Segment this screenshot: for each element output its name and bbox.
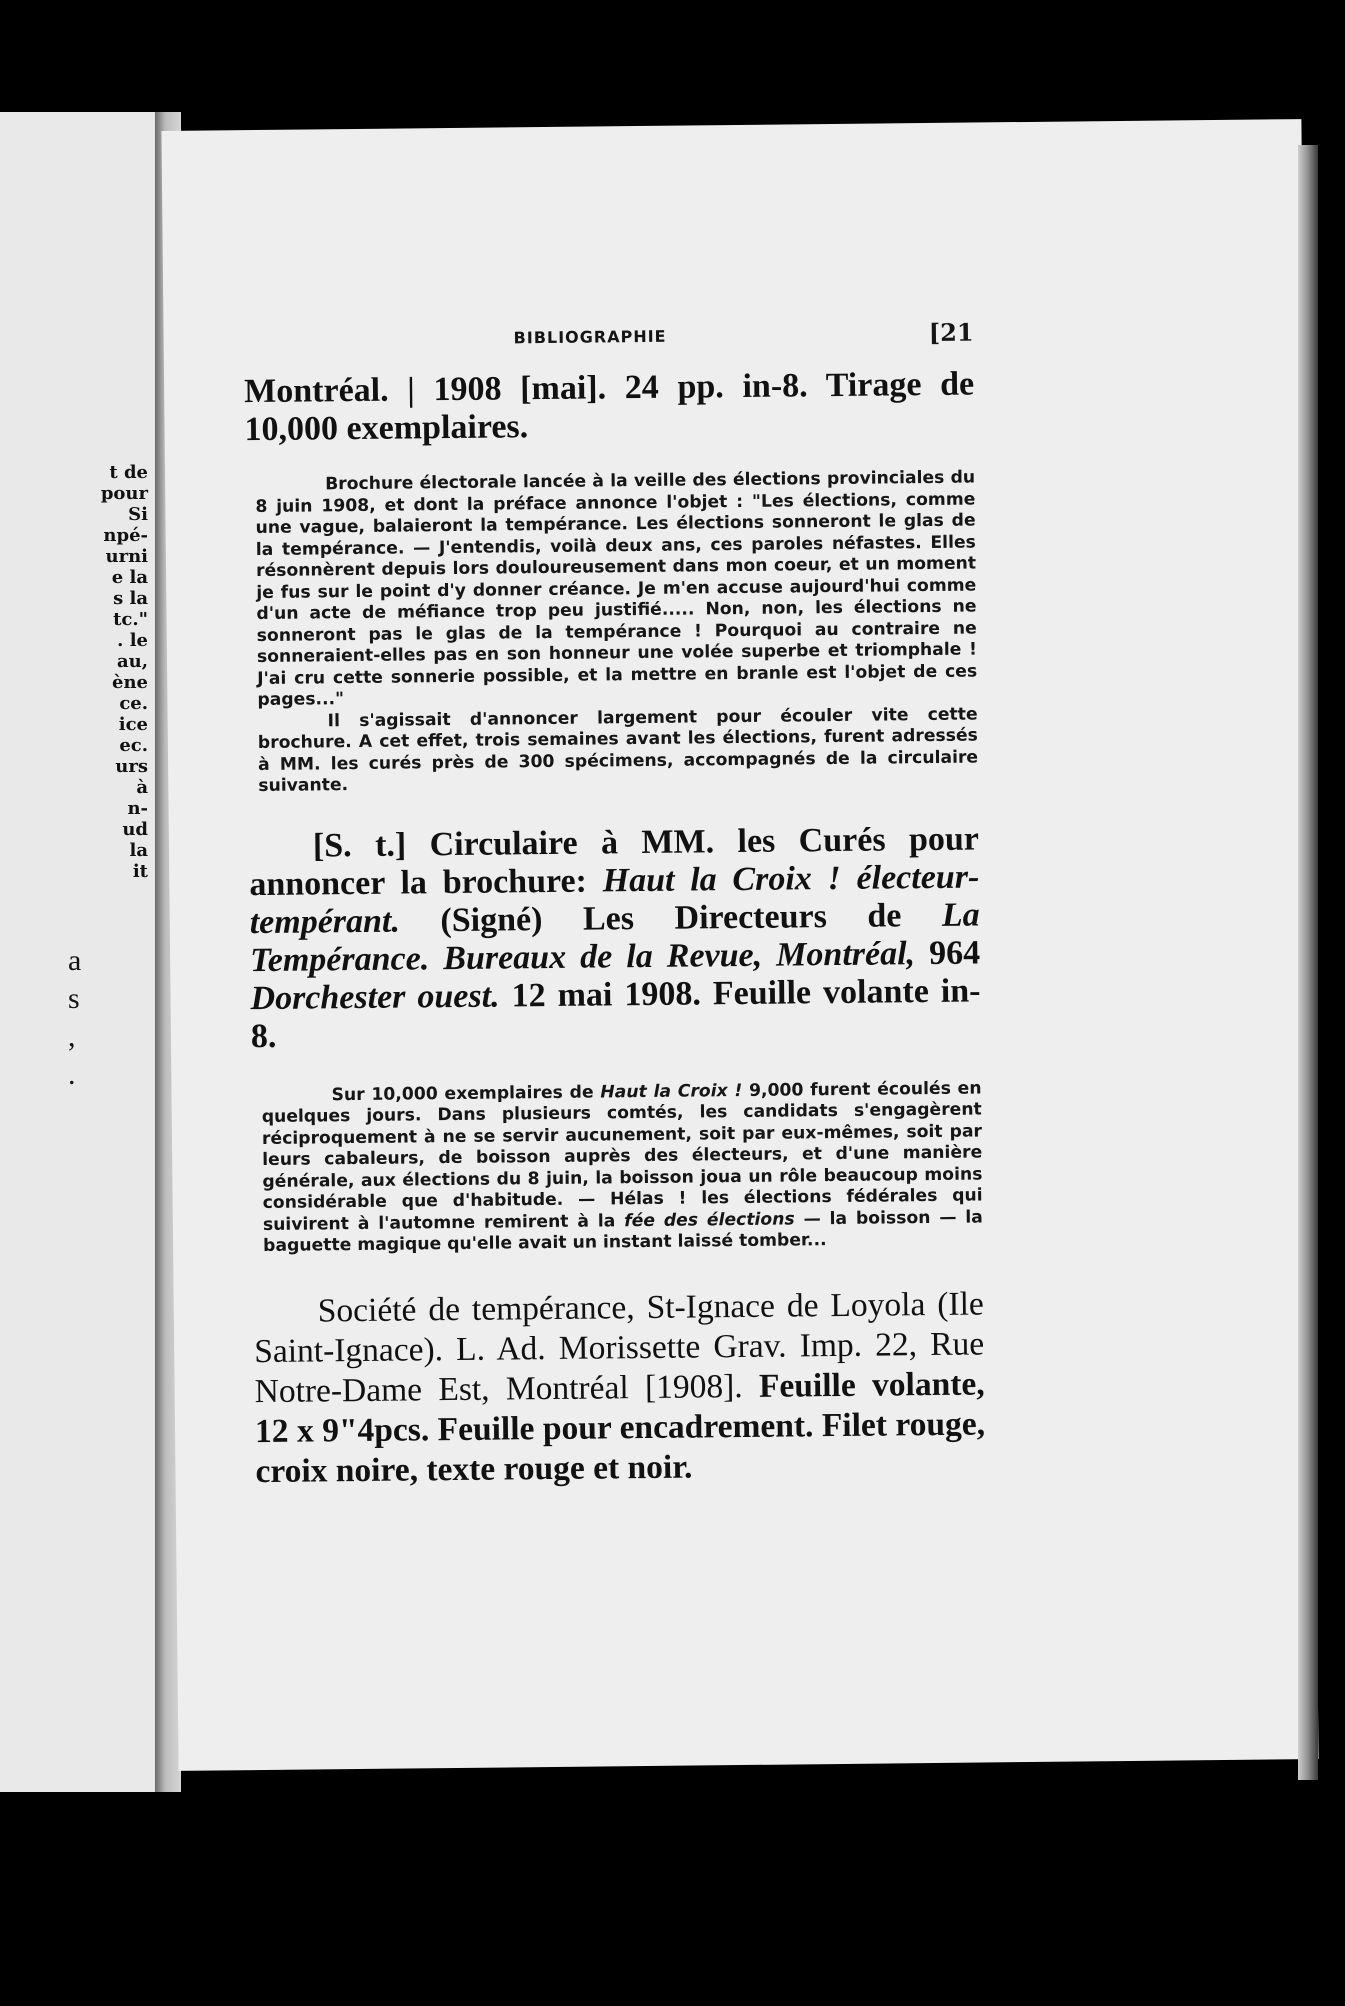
- left-fragment: ène: [112, 672, 148, 693]
- left-fragment: à: [136, 777, 148, 798]
- left-fragment: it: [132, 861, 148, 882]
- page-number: [21: [928, 317, 974, 347]
- note-text: Sur 10,000 exemplaires de: [331, 1081, 601, 1105]
- left-fragment: au,: [116, 651, 148, 672]
- left-fragment: . le: [117, 630, 148, 651]
- left-fragment: npé-: [103, 525, 148, 546]
- entry-italic-publisher: La Tempérance. Bureaux de la Revue, Montréal,: [249, 895, 980, 979]
- left-fragment: ud: [122, 819, 148, 840]
- bibliography-entry-1: Montréal. | 1908 [mai]. 24 pp. in-8. Tirage de 10,000 exemplaires.: [243, 365, 975, 449]
- entry-italic-street: Dorchester ouest.: [250, 977, 500, 1017]
- note-paragraph: Brochure électorale lancée à la veille des élections provinciales du 8 juin 1908, et dont la préface annonce l'objet : "Les élections, comme une vague, balaieront la tempérance. Les élections sonneront le glas de la tempérance. — J'entendis, voilà deux ans, ces paroles néfastes. Elles résonnèrent depuis lors douloureusement dans mon coeur, et un moment je fus sur le point d'y donner créance. Je m'en accuse aujourd'hui comme d'un acte de méfiance trop peu justifié..... Non, non, les élections ne sonneront pas le glas de la tempérance ! Pourquoi au contraire ne sonneraient-elles pas en son honneur une volée superbe et triomphale ! J'ai cru cette sonnerie possible, et la mettre en branle est l'objet de ces pages...": [255, 467, 978, 711]
- note-italic-title: Haut la Croix !: [600, 1080, 743, 1102]
- entry-1-note: [255, 468, 978, 798]
- book-page: [161, 119, 1318, 1771]
- left-fragment: ec.: [119, 735, 148, 756]
- left-fragment-large: s: [68, 982, 80, 1015]
- left-fragment: la: [129, 840, 148, 861]
- entry-2-note: [261, 1078, 983, 1258]
- bibliography-entry-3: [254, 1284, 986, 1492]
- left-fragment: ice: [118, 714, 148, 735]
- page-edge: [1298, 145, 1318, 1780]
- entry-text-bold: Feuille volante, 12 x 9"4pcs. Feuille pour encadrement. Filet rouge, croix noire, texte rouge et noir.: [254, 1364, 986, 1490]
- left-facing-page: [0, 112, 160, 1792]
- left-fragment: Si: [128, 504, 148, 525]
- left-fragment: tc.": [113, 609, 148, 630]
- note-paragraph: [261, 1078, 983, 1258]
- left-fragment: t de: [109, 462, 148, 483]
- running-head: [243, 318, 973, 366]
- left-fragment-large: .: [68, 1058, 76, 1091]
- entry-text: 964: [914, 933, 981, 972]
- page-content: [243, 318, 985, 1492]
- left-fragment: s la: [113, 588, 148, 609]
- left-fragment-gap: [38, 882, 148, 942]
- left-page-text-fragments: [38, 462, 148, 1094]
- entry-italic-title: Haut la Croix ! électeur-tempérant.: [249, 857, 980, 941]
- note-text: 9,000 furent écoulés en quelques jours. Dans plusieurs comtés, les candidats s'engagèrent réciproquement à ne se servir aucunement, soit par eux-mêmes, soit par leurs cabaleurs, de boisson auprès des électeurs, et d'une manière générale, aux élections du 8 juin, la boisson joua un rôle beaucoup moins considérable que d'habitude. — Hélas ! les élections fédérales qui suivirent à l'automne remirent à la: [261, 1077, 983, 1235]
- left-fragment-large: a: [68, 944, 82, 977]
- bibliography-entry-2: [249, 820, 981, 1056]
- left-fragment: urs: [115, 756, 148, 777]
- note-italic-phrase: fée des élections: [624, 1208, 795, 1231]
- entry-text: 12 mai 1908. Feuille volante in-8.: [250, 971, 981, 1055]
- left-fragment: e la: [111, 567, 148, 588]
- running-head-title: BIBLIOGRAPHIE: [513, 326, 667, 348]
- left-fragment: ce.: [119, 693, 148, 714]
- entry-text: Société de tempérance, St-Ignace de Loyola (Ile Saint-Ignace). L. Ad. Morissette Grav. Imp. 22, Rue Notre-Dame Est, Montréal [1908].: [254, 1284, 985, 1410]
- left-fragment: urni: [105, 546, 148, 567]
- entry-text: (Signé) Les Directeurs de: [399, 896, 943, 940]
- left-fragment: pour: [100, 483, 148, 504]
- left-fragment: n-: [127, 798, 148, 819]
- note-text: — la boisson — la baguette magique qu'elle avait un instant laissé tomber...: [263, 1206, 983, 1257]
- note-paragraph: Il s'agissait d'annoncer largement pour écouler vite cette brochure. A cet effet, trois semaines avant les élections, furent adressés à MM. les curés près de 300 spécimens, accompagnés de la circulaire suivante.: [257, 703, 979, 797]
- left-fragment-large: ,: [68, 1020, 76, 1053]
- entry-text: [S. t.] Circulaire à MM. les Curés pour annoncer la brochure:: [249, 819, 980, 903]
